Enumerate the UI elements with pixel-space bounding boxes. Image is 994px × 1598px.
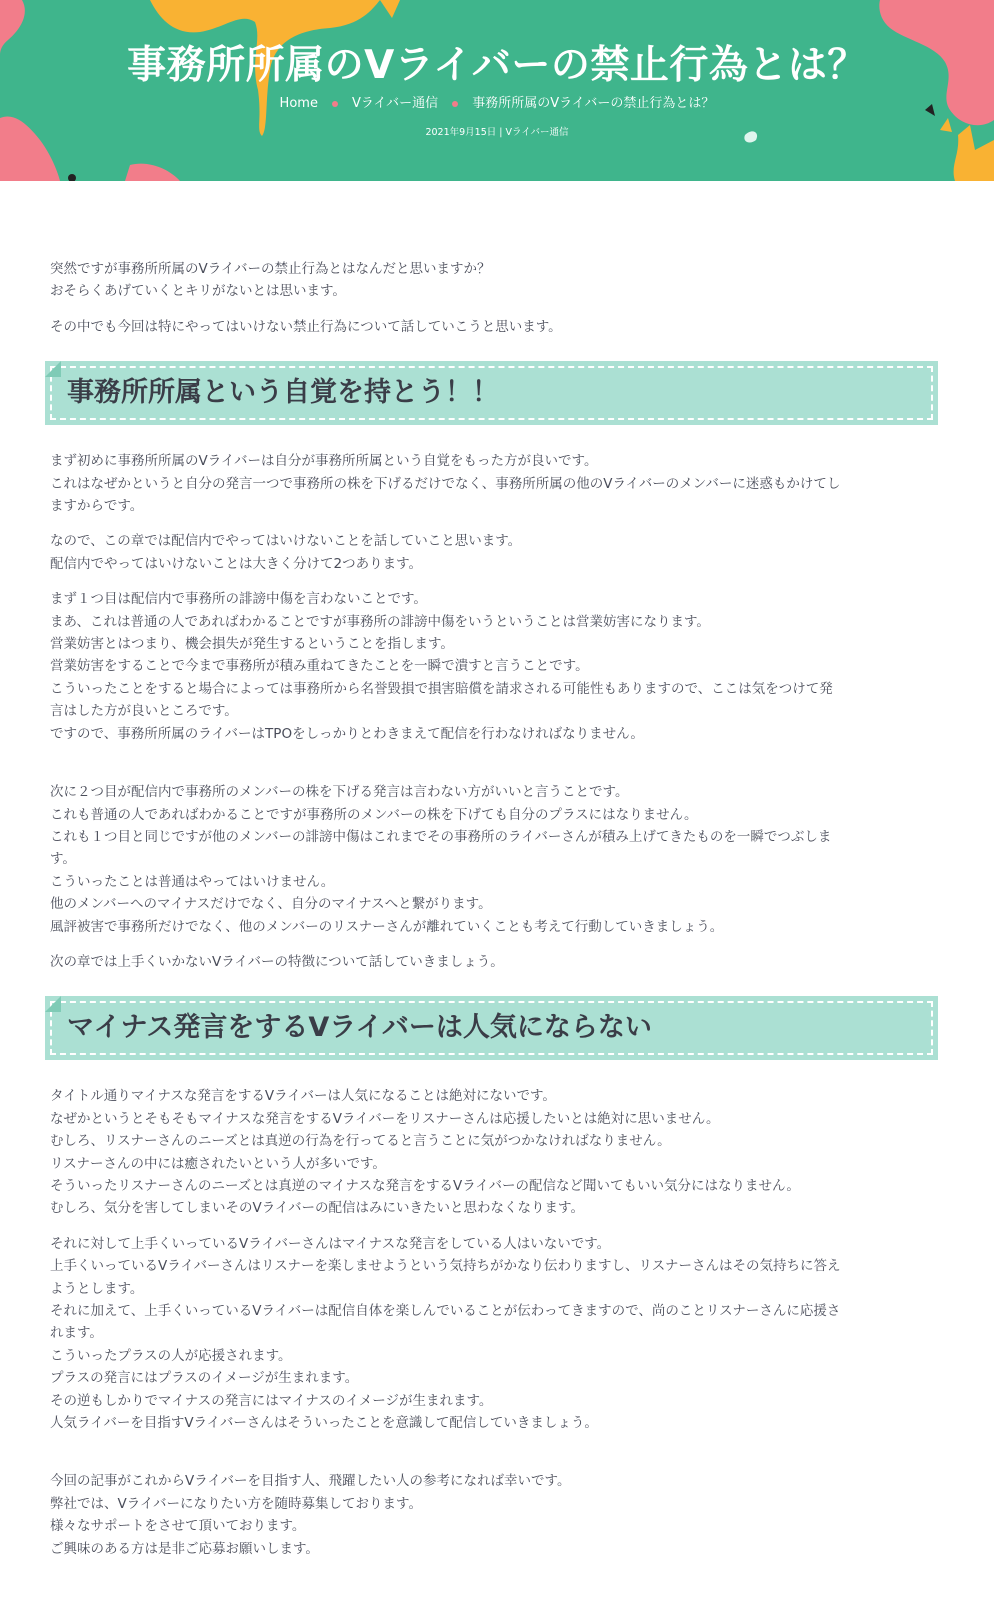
text-line: 営業妨害をすることで今まで事務所が積み重ねてきたことを一瞬で潰すと言うことです。: [50, 658, 589, 675]
corner-fold: [45, 996, 61, 1012]
text-line: まあ、これは普通の人であればわかることですが事務所の誹謗中傷をいうということは営業妨害になります。: [50, 613, 710, 630]
body-paragraph: [50, 588, 930, 745]
breadcrumb-separator-dot: [452, 101, 458, 107]
text-line: なぜかというとそもそもマイナスな発言をするVライバーをリスナーさんは応援したいとは絶対に思いません。: [50, 1110, 720, 1127]
text-line: リスナーさんの中には癒されたいという人が多いです。: [50, 1155, 386, 1172]
text-line: こういったプラスの人が応援されます。: [50, 1347, 292, 1364]
text-line: ご興味のある方は是非ご応募お願いします。: [50, 1540, 319, 1557]
section-heading: マイナス発言をするVライバーは人気にならない: [67, 1012, 652, 1044]
text-line: 上手くいっているVライバーさんはリスナーを楽しませようという気持ちがかなり伝わりますし、リスナーさんはその気持ちに答え: [50, 1258, 841, 1275]
text-line: 風評被害で事務所だけでなく、他のメンバーのリスナーさんが離れていくことも考えて行動していきましょう。: [50, 918, 724, 935]
text-line: まず初めに事務所所属のVライバーは自分が事務所所属という自覚をもった方が良いです。: [50, 453, 598, 470]
text-line: 今回の記事がこれからVライバーを目指す人、飛躍したい人の参考になれば幸いです。: [50, 1473, 571, 1490]
intro-paragraph: [50, 316, 930, 338]
body-paragraph: [50, 450, 930, 517]
text-line: なので、この章では配信内でやってはいけないことを話していこと思います。: [50, 533, 522, 550]
body-paragraph: [50, 951, 930, 973]
text-line: 人気ライバーを目指すVライバーさんはそういったことを意識して配信していきましょう。: [50, 1415, 598, 1432]
breadcrumb-current: 事務所所属のVライバーの禁止行為とは？: [472, 96, 715, 111]
body-paragraph: [50, 781, 930, 938]
text-line: タイトル通りマイナスな発言をするVライバーは人気になることは絶対にないです。: [50, 1088, 556, 1105]
body-paragraph: [50, 530, 930, 575]
text-line: 他のメンバーへのマイナスだけでなく、自分のマイナスへと繋がります。: [50, 896, 492, 913]
text-line: むしろ、リスナーさんのニーズとは真逆の行為を行ってると言うことに気がつかなければなりません。: [50, 1133, 671, 1150]
breadcrumb-category-link[interactable]: Vライバー通信: [351, 96, 439, 111]
text-line: 営業妨害とはつまり、機会損失が発生するということを指します。: [50, 636, 454, 653]
text-line: 次の章では上手くいかないVライバーの特徴について話していきましょう。: [50, 953, 504, 970]
body-paragraph: [50, 1233, 930, 1435]
text-line: ですので、事務所所属のライバーはTPOをしっかりとわきまえて配信を行わなければなりません。: [50, 725, 644, 742]
text-line: す。: [50, 851, 76, 868]
breadcrumb: [0, 92, 994, 111]
text-line: 突然ですが事務所所属のVライバーの禁止行為とはなんだと思いますか？: [50, 261, 491, 277]
text-line: 次に２つ目が配信内で事務所のメンバーの株を下げる発言は言わない方がいいと言うことです。: [50, 784, 629, 801]
text-line: その中でも今回は特にやってはいけない禁止行為について話していこうと思います。: [50, 318, 562, 335]
paint-splash-decoration: [0, 0, 994, 181]
text-line: 弊社では、Vライバーになりたい方を随時募集しております。: [50, 1495, 422, 1512]
section-heading: 事務所所属という自覚を持とう！！: [67, 377, 499, 409]
breadcrumb-separator-dot: [332, 101, 338, 107]
text-line: こういったことは普通はやってはいけません。: [50, 873, 335, 890]
breadcrumb-home-link[interactable]: Home: [279, 96, 318, 111]
text-line: その逆もしかりでマイナスの発言にはマイナスのイメージが生まれます。: [50, 1392, 493, 1409]
text-line: これも１つ目と同じですが他のメンバーの誹謗中傷はこれまでその事務所のライバーさんが積み上げてきたものを一瞬でつぶしま: [50, 828, 832, 845]
text-line: これはなぜかというと自分の発言一つで事務所の株を下げるだけでなく、事務所所属の他のVライバーのメンバーに迷惑もかけてし: [50, 475, 841, 492]
text-line: おそらくあげていくとキリがないとは思います。: [50, 283, 346, 300]
page-title: 事務所所属のVライバーの禁止行為とは？: [127, 43, 867, 88]
intro-paragraph: [50, 258, 930, 303]
text-line: プラスの発言にはプラスのイメージが生まれます。: [50, 1370, 359, 1387]
text-line: ようとします。: [50, 1280, 144, 1297]
section-heading-box: [45, 996, 938, 1060]
text-line: むしろ、気分を害してしまいそのVライバーの配信はみにいきたいと思わなくなります。: [50, 1200, 584, 1217]
section-heading-box: [45, 361, 938, 425]
text-line: こういったことをすると場合によっては事務所から名誉毀損で損害賠償を請求される可能性もありますので、ここは気をつけて発: [50, 680, 833, 697]
text-line: 言はした方が良いところです。: [50, 703, 238, 720]
text-line: れます。: [50, 1325, 103, 1342]
body-paragraph: [50, 1470, 930, 1560]
text-line: ますからです。: [50, 498, 144, 515]
article-content: [50, 258, 930, 1573]
text-line: そういったリスナーさんのニーズとは真逆のマイナスな発言をするVライバーの配信など聞いてもいい気分にはなりません。: [50, 1177, 800, 1194]
text-line: これも普通の人であればわかることですが事務所のメンバーの株を下げても自分のプラスにはなりません。: [50, 806, 698, 823]
text-line: 様々なサポートをさせて頂いております。: [50, 1518, 306, 1535]
corner-fold: [45, 361, 61, 377]
text-line: 配信内でやってはいけないことは大きく分けて2つあります。: [50, 555, 423, 572]
hero-header: [0, 0, 994, 181]
text-line: それに対して上手くいっているVライバーさんはマイナスな発言をしている人はいないです。: [50, 1235, 611, 1252]
body-paragraph: [50, 1085, 930, 1219]
text-line: それに加えて、上手くいっているVライバーは配信自体を楽しんでいることが伝わってきますので、尚のことリスナーさんに応援さ: [50, 1303, 841, 1319]
post-meta: 2021年9月15日 | Vライバー通信: [425, 127, 569, 138]
text-line: まず１つ目は配信内で事務所の誹謗中傷を言わないことです。: [50, 591, 427, 608]
